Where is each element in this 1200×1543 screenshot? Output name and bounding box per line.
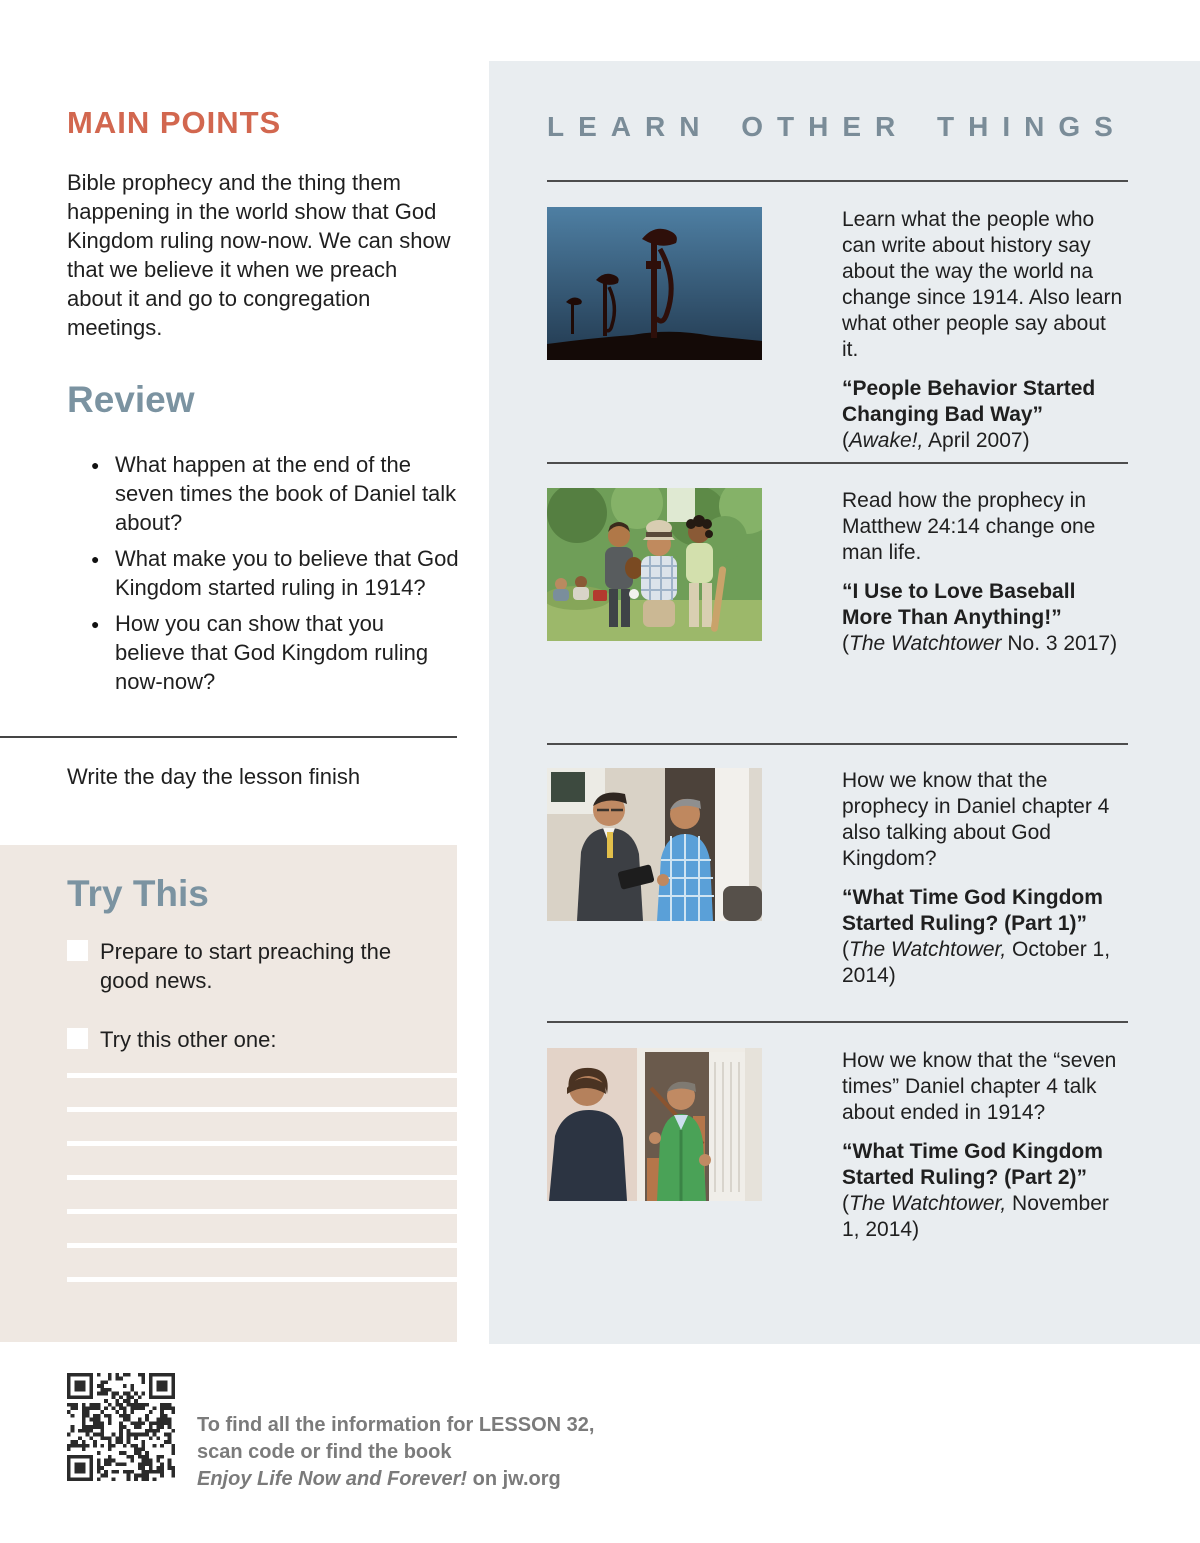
learn-item-description: How we know that the “seven times” Daniel chapter 4 talk about ended in 1914? [842, 1049, 1117, 1124]
learn-other-things-panel [489, 61, 1200, 1344]
war-memorial-rifles-image [547, 207, 762, 360]
writing-line[interactable] [67, 1175, 457, 1180]
section-divider [547, 462, 1128, 464]
section-divider [547, 180, 1128, 182]
learn-item [547, 488, 1128, 657]
citation-rest: No. 3 2017) [1001, 632, 1118, 655]
learn-item-description: Learn what the people who can write about history say about the way the world na change since 1914. Also learn what other people say about it. [842, 208, 1123, 361]
footer-line-3 [197, 1466, 617, 1493]
review-list [67, 450, 459, 703]
family-baseball-park-image [547, 488, 762, 641]
article-title: “What Time God Kingdom Started Ruling? (Part 2)” [842, 1140, 1103, 1189]
checkbox[interactable] [67, 1028, 88, 1049]
writing-line[interactable] [67, 1107, 457, 1112]
qr-code [67, 1373, 175, 1481]
main-points-title: MAIN POINTS [67, 105, 282, 140]
writing-line[interactable] [67, 1277, 457, 1282]
checkbox[interactable] [67, 940, 88, 961]
publication-name: The Watchtower, [849, 1192, 1007, 1215]
review-question: ● How you can show that you believe that God Kingdom ruling now-now? [67, 609, 459, 696]
citation-open: ( [842, 938, 849, 961]
doorstep-greeting-image [547, 1048, 762, 1201]
write-day-label: Write the day the lesson finish [67, 764, 361, 789]
two-men-bible-discussion-image [547, 768, 762, 921]
learn-item [547, 768, 1128, 989]
section-divider [547, 1021, 1128, 1023]
writing-line[interactable] [67, 1243, 457, 1248]
footer-line-2: scan code or find the book [197, 1441, 452, 1463]
footer-line-3-rest: on jw.org [467, 1468, 561, 1490]
writing-line[interactable] [67, 1073, 457, 1078]
citation-rest: October 1, 2014) [842, 938, 1111, 987]
article-citation [842, 937, 1128, 989]
footer-line-1: To find all the information for LESSON 32, [197, 1414, 595, 1436]
try-this-box [0, 845, 457, 1342]
book-title: Enjoy Life Now and Forever! [197, 1468, 468, 1490]
review-question: ● What make you to believe that God Kingdom started ruling in 1914? [67, 544, 459, 602]
article-title: “I Use to Love Baseball More Than Anything!” [842, 580, 1076, 629]
citation-open: ( [842, 1192, 849, 1215]
try-this-title: Try This [67, 873, 209, 914]
article-citation [842, 1191, 1128, 1243]
horizontal-rule [0, 736, 457, 738]
try-this-item-label: Prepare to start preaching the good news. [100, 939, 392, 993]
article-title: “People Behavior Started Changing Bad Way” [842, 377, 1096, 426]
section-divider [547, 743, 1128, 745]
try-this-item-label: Try this other one: [100, 1027, 277, 1052]
publication-name: The Watchtower [849, 632, 1002, 655]
article-title: “What Time God Kingdom Started Ruling? (Part 1)” [842, 886, 1103, 935]
main-points-body: Bible prophecy and the thing them happening in the world show that God Kingdom ruling now-now. We can show that we believe it when we preach about it and go to congregation meetings. [67, 170, 451, 340]
writing-line[interactable] [67, 1209, 457, 1214]
learn-item-description: Read how the prophecy in Matthew 24:14 change one man life. [842, 489, 1096, 564]
citation-rest: April 2007) [923, 429, 1030, 452]
publication-name: The Watchtower, [849, 938, 1007, 961]
writing-line[interactable] [67, 1141, 457, 1146]
article-citation [842, 428, 1128, 454]
try-this-item [67, 1025, 427, 1054]
footer-note [197, 1412, 617, 1493]
learn-item [547, 207, 1128, 454]
article-citation [842, 631, 1128, 657]
review-title: Review [67, 379, 195, 420]
citation-open: ( [842, 632, 849, 655]
citation-open: ( [842, 429, 849, 452]
learn-item-description: How we know that the prophecy in Daniel chapter 4 also talking about God Kingdom? [842, 769, 1110, 870]
review-question: ● What happen at the end of the seven times the book of Daniel talk about? [67, 450, 459, 537]
citation-rest: November 1, 2014) [842, 1192, 1109, 1241]
try-this-item [67, 937, 427, 995]
learn-item [547, 1048, 1128, 1243]
learn-other-things-title: LEARN OTHER THINGS [547, 111, 1127, 142]
publication-name: Awake!, [849, 429, 924, 452]
